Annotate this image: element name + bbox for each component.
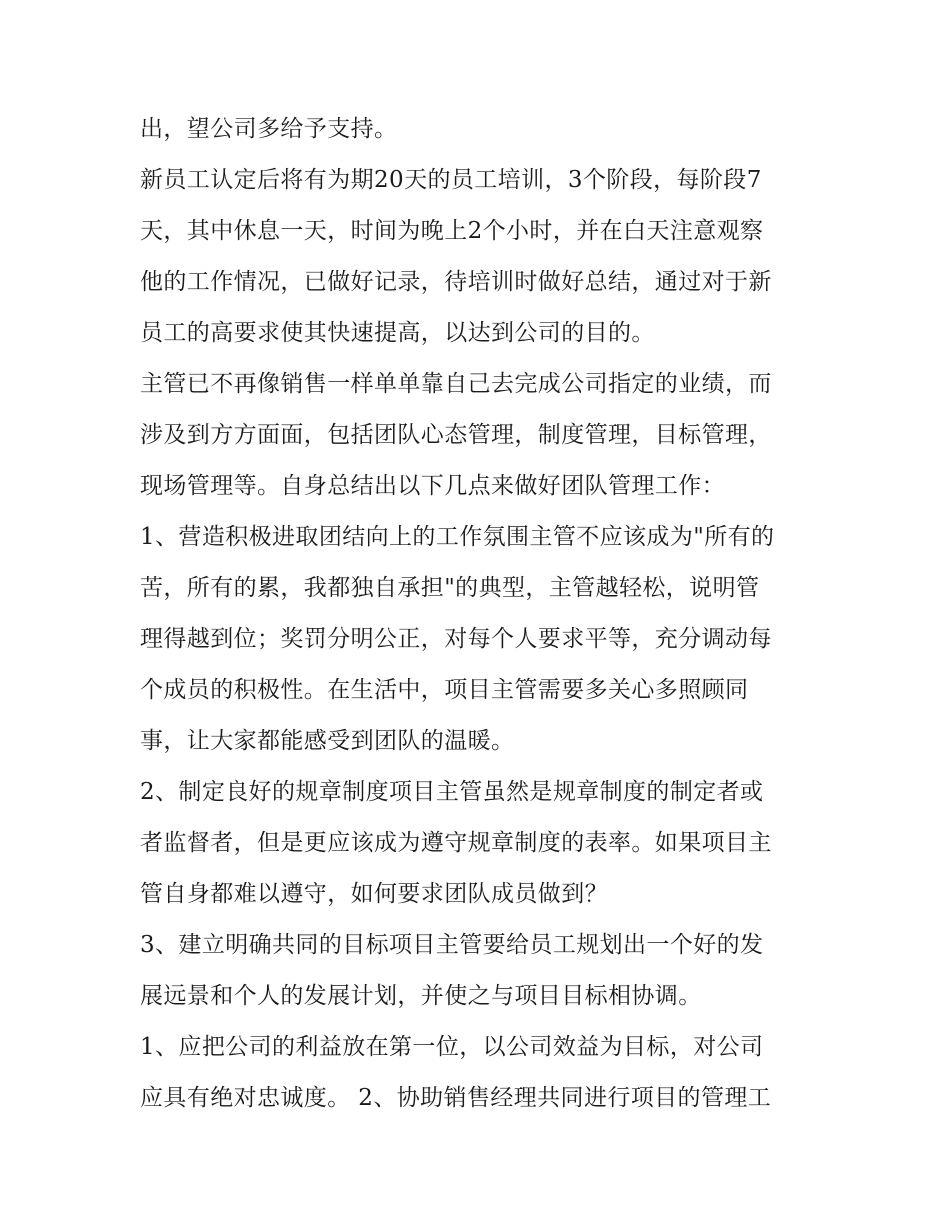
text-line: 理得越到位；奖罚分明公正，对每个人要求平等，充分调动每 <box>140 626 772 652</box>
text-line: 天，其中休息一天，时间为晚上2个小时，并在白天注意观察 <box>140 218 764 244</box>
text-line: 个成员的积极性。在生活中，项目主管需要多关心多照顾同 <box>140 677 749 703</box>
text-line: 者监督者，但是更应该成为遵守规章制度的表率。如果项目主 <box>140 830 772 856</box>
text-line: 3、建立明确共同的目标项目主管要给员工规划出一个好的发 <box>140 932 764 958</box>
text-line: 应具有绝对忠诚度。 2、协助销售经理共同进行项目的管理工 <box>140 1085 772 1111</box>
text-line: 出，望公司多给予支持。 <box>140 116 398 142</box>
text-line: 1、营造积极进取团结向上的工作氛围主管不应该成为"所有的 <box>140 524 775 550</box>
text-line: 员工的高要求使其快速提高，以达到公司的目的。 <box>140 320 655 346</box>
text-line: 展远景和个人的发展计划，并使之与项目目标相协调。 <box>140 983 702 1009</box>
text-line: 涉及到方方面面，包括团队心态管理，制度管理，目标管理， <box>140 422 772 448</box>
text-line: 他的工作情况，已做好记录，待培训时做好总结，通过对于新 <box>140 269 772 295</box>
text-line: 苦，所有的累，我都独自承担"的典型，主管越轻松，说明管 <box>140 575 760 601</box>
text-line: 事，让大家都能感受到团队的温暖。 <box>140 728 515 754</box>
text-line: 主管已不再像销售一样单单靠自己去完成公司指定的业绩，而 <box>140 371 772 397</box>
text-line: 管自身都难以遵守，如何要求团队成员做到？ <box>140 881 608 907</box>
text-line: 1、应把公司的利益放在第一位，以公司效益为目标，对公司 <box>140 1034 764 1060</box>
text-line: 现场管理等。自身总结出以下几点来做好团队管理工作： <box>140 473 725 499</box>
document-body <box>140 104 812 1124</box>
text-line: 2、制定良好的规章制度项目主管虽然是规章制度的制定者或 <box>140 779 764 805</box>
text-line: 新员工认定后将有为期20天的员工培训，3个阶段，每阶段7 <box>140 167 762 193</box>
